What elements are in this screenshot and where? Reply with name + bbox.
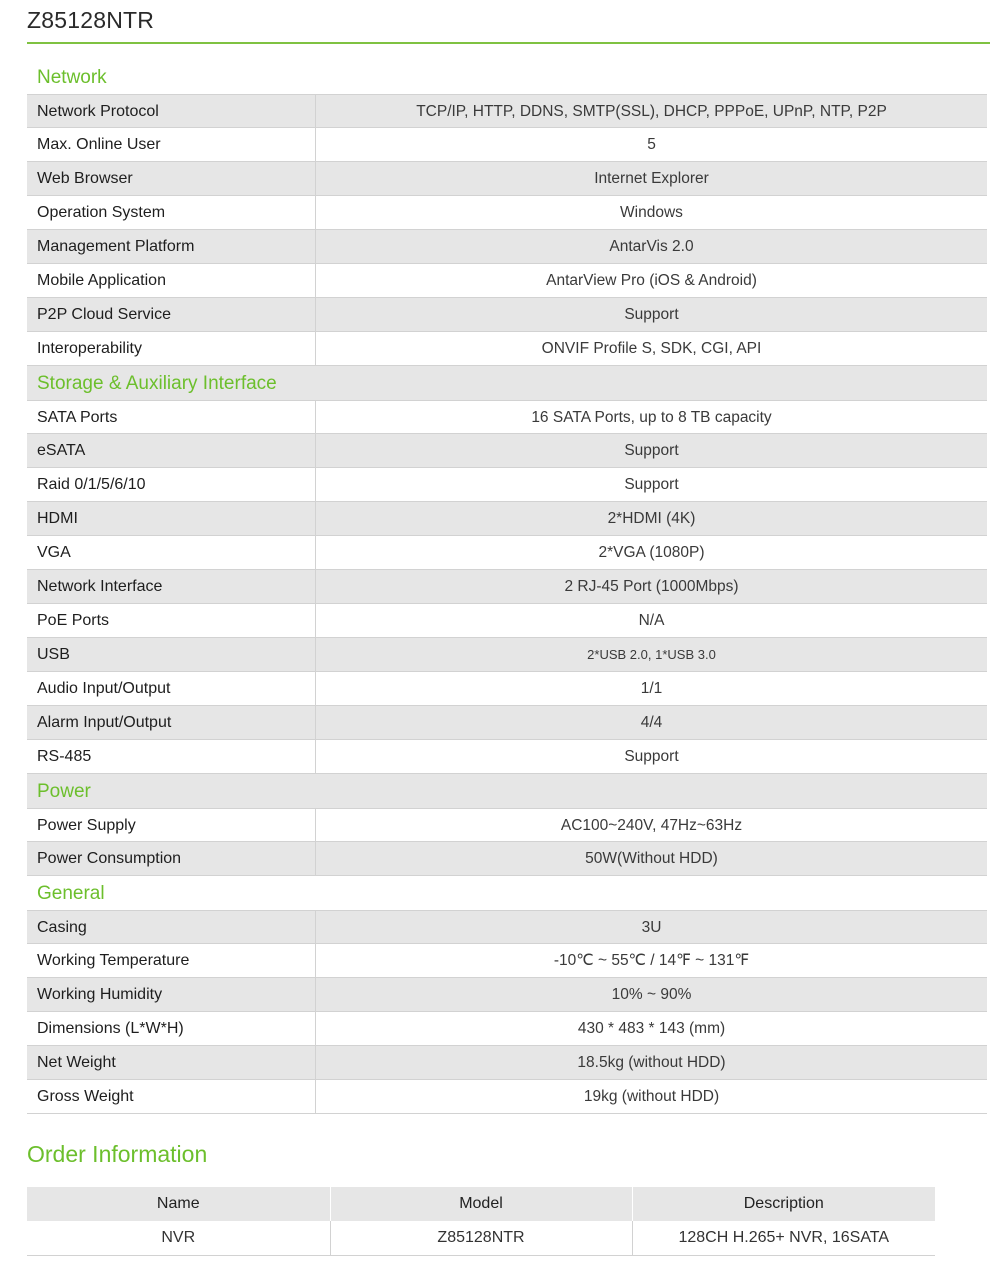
spec-value: -10℃ ~ 55℃ / 14℉ ~ 131℉: [553, 952, 750, 969]
page-title: Z85128NTR: [27, 7, 155, 33]
spec-value: 10% ~ 90%: [611, 986, 692, 1003]
spec-value: 16 SATA Ports, up to 8 TB capacity: [531, 409, 772, 426]
order-column-model: Model: [330, 1187, 632, 1221]
spec-value: 2*VGA (1080P): [598, 544, 705, 561]
spec-row: [27, 298, 987, 332]
spec-value: Support: [624, 306, 679, 323]
spec-label: Operation System: [27, 196, 316, 229]
spec-row: [27, 672, 987, 706]
spec-label: Mobile Application: [27, 264, 316, 297]
spec-value: Support: [624, 442, 679, 459]
section-heading-general: General: [27, 876, 987, 910]
spec-row: [27, 740, 987, 774]
spec-label: Working Humidity: [27, 978, 316, 1011]
spec-row: [27, 400, 987, 434]
spec-label: RS-485: [27, 740, 316, 773]
spec-label: Casing: [27, 911, 316, 943]
spec-label: PoE Ports: [27, 604, 316, 637]
order-table: [27, 1187, 935, 1256]
spec-label: Management Platform: [27, 230, 316, 263]
spec-value: 430 * 483 * 143 (mm): [577, 1020, 726, 1037]
order-column-name: Name: [27, 1187, 330, 1221]
spec-row: [27, 1046, 987, 1080]
spec-label: P2P Cloud Service: [27, 298, 316, 331]
spec-value: N/A: [638, 612, 665, 629]
spec-row: [27, 842, 987, 876]
spec-row: [27, 910, 987, 944]
spec-value: Support: [624, 748, 679, 765]
title-divider: [27, 42, 990, 44]
spec-row: [27, 536, 987, 570]
spec-label: Power Consumption: [27, 842, 316, 875]
spec-value: 50W(Without HDD): [585, 850, 718, 867]
spec-value: Windows: [620, 204, 683, 221]
spec-value: AC100~240V, 47Hz~63Hz: [560, 817, 743, 834]
spec-label: Net Weight: [27, 1046, 316, 1079]
order-cell-description: 128CH H.265+ NVR, 16SATA: [632, 1221, 935, 1255]
spec-label: Raid 0/1/5/6/10: [27, 468, 316, 501]
spec-label: VGA: [27, 536, 316, 569]
spec-label: eSATA: [27, 434, 316, 467]
spec-value: 19kg (without HDD): [583, 1088, 720, 1105]
spec-value: 3U: [641, 919, 662, 936]
section-heading-storage: Storage & Auxiliary Interface: [27, 366, 987, 400]
spec-label: HDMI: [27, 502, 316, 535]
spec-row: [27, 808, 987, 842]
order-cell-model: Z85128NTR: [330, 1221, 632, 1255]
spec-label: Max. Online User: [27, 128, 316, 161]
spec-label: Dimensions (L*W*H): [27, 1012, 316, 1045]
spec-row: [27, 604, 987, 638]
spec-row: [27, 1012, 987, 1046]
spec-row: [27, 264, 987, 298]
spec-label: Interoperability: [27, 332, 316, 365]
spec-label: Alarm Input/Output: [27, 706, 316, 739]
spec-value: 18.5kg (without HDD): [577, 1054, 726, 1071]
spec-label: Working Temperature: [27, 944, 316, 977]
section-heading-network: Network: [27, 60, 987, 94]
spec-value: AntarVis 2.0: [609, 238, 694, 255]
section-heading-power: Power: [27, 774, 987, 808]
spec-row: [27, 706, 987, 740]
spec-row: [27, 502, 987, 536]
spec-label: USB: [27, 638, 316, 671]
spec-table: [27, 60, 987, 1114]
spec-row: [27, 1080, 987, 1114]
spec-value: 2*USB 2.0, 1*USB 3.0: [587, 647, 716, 662]
spec-row: [27, 94, 987, 128]
spec-row: [27, 944, 987, 978]
spec-label: Network Interface: [27, 570, 316, 603]
spec-row: [27, 196, 987, 230]
spec-row: [27, 570, 987, 604]
spec-label: SATA Ports: [27, 401, 316, 433]
spec-value: ONVIF Profile S, SDK, CGI, API: [541, 340, 762, 357]
spec-value: 2 RJ-45 Port (1000Mbps): [564, 578, 739, 595]
order-information-heading: Order Information: [27, 1141, 208, 1167]
spec-row: [27, 162, 987, 196]
order-cell-name: NVR: [27, 1221, 330, 1255]
spec-value: 1/1: [640, 680, 663, 697]
spec-label: Gross Weight: [27, 1080, 316, 1113]
spec-row: [27, 332, 987, 366]
spec-label: Audio Input/Output: [27, 672, 316, 705]
spec-row: [27, 978, 987, 1012]
spec-value: Support: [624, 476, 679, 493]
spec-label: Network Protocol: [27, 95, 316, 127]
spec-value: AntarView Pro (iOS & Android): [546, 272, 757, 289]
spec-row: [27, 434, 987, 468]
order-column-description: Description: [632, 1187, 935, 1221]
order-row: [27, 1221, 935, 1255]
spec-row: [27, 468, 987, 502]
spec-row: [27, 638, 987, 672]
order-header-row: [27, 1187, 935, 1221]
spec-label: Power Supply: [27, 809, 316, 841]
spec-label: Web Browser: [27, 162, 316, 195]
spec-value: TCP/IP, HTTP, DDNS, SMTP(SSL), DHCP, PPPoE, UPnP, NTP, P2P: [416, 103, 887, 120]
spec-row: [27, 128, 987, 162]
spec-row: [27, 230, 987, 264]
spec-value: 5: [647, 136, 656, 153]
spec-value: 4/4: [640, 714, 663, 731]
spec-value: 2*HDMI (4K): [607, 510, 696, 527]
spec-value: Internet Explorer: [594, 170, 709, 187]
